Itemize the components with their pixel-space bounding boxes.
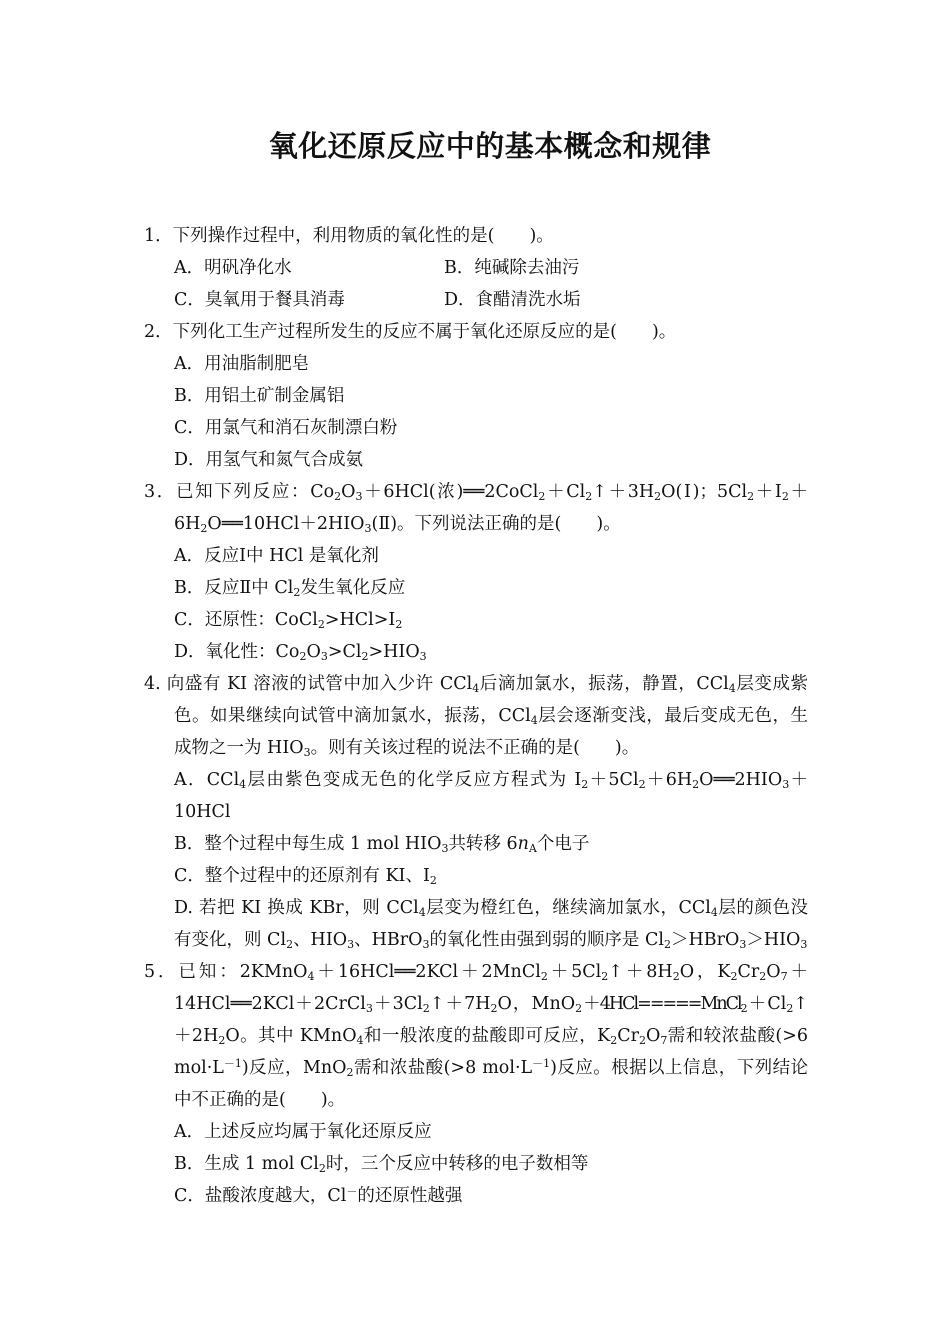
question-3-stem: 3．已知下列反应：$Co_2O_3+6HCl$(浓)$══2CoCl_2+Cl_2↑+3H_2O(Ⅰ)$；$5Cl_2+I_2+6H_2O══10HCl+2HIO_3(Ⅱ)$。下列说法正确的是( )。	[144, 482, 809, 535]
question-1-option-d: D．食醋清洗水垢	[444, 290, 581, 310]
question-5-option-a: A．上述反应均属于氧化还原反应	[174, 1122, 432, 1142]
page-title: 氧化还原反应中的基本概念和规律	[268, 129, 712, 163]
question-4-option-c: C．整个过程中的还原剂有 KI、$I_2$	[174, 866, 437, 887]
question-3-option-b: B．反应Ⅱ中 $Cl_2$发生氧化反应	[174, 578, 406, 599]
question-1-option-a: A．明矾净化水	[174, 258, 292, 278]
question-1-options-row-2	[144, 284, 808, 316]
question-4-stem: 4. 向盛有 KI 溶液的试管中加入少许 CCl$_4$后滴加氯水，振荡，静置，CCl$_4$层变成紫色。如果继续向试管中滴加氯水，振荡，CCl$_4$层会逐渐变浅，最后变成无色，生成物之一为 $HIO_3$。则有关该过程的说法不正确的是( )。	[144, 674, 809, 759]
question-list	[144, 220, 808, 1212]
question-4-option-d: D. 若把 KI 换成 KBr，则 CCl$_4$层变为橙红色，继续滴加氯水，CCl$_4$层的颜色没有变化，则 $Cl_2$、$HIO_3$、HBrO$_3$的氧化性由强到弱的顺序是 $Cl_2>HBrO_3>HIO_3$	[174, 898, 808, 951]
question-1-option-b: B．纯碱除去油污	[444, 258, 580, 278]
question-2-option-a: A．用油脂制肥皂	[174, 354, 310, 374]
question-3-option-a: A．反应Ⅰ中 HCl 是氧化剂	[174, 546, 379, 566]
question-3-option-d: D．氧化性：$Co_2O_3>Cl_2>HIO_3$	[174, 642, 427, 663]
question-5-stem: 5．已知：$2KMnO_4+16HCl══2KCl+2MnCl_2+5Cl_2↑+8H_2O$，$K_2Cr_2O_7+14HCl══2KCl+2CrCl_3+3Cl_2↑+7H_2O$，$MnO_2+4HCl=====MnCl_2+Cl_2↑+2H_2O$。其中 KMnO$_4$和一般浓度的盐酸即可反应，$K_2Cr_2O_7$需和较浓盐酸(>6 $mol\cdot L^{-1}$)反应，MnO$_2$需和浓盐酸(>8 $mol\cdot L^{-1}$)反应。根据以上信息，下列结论中不正确的是( )。	[144, 962, 809, 1110]
question-3-option-c: C．还原性：$CoCl_2>HCl>I_2$	[174, 610, 403, 631]
question-4-option-a: A．CCl$_4$层由紫色变成无色的化学反应方程式为 $I_2+5Cl_2+6H_2O══2HIO_3+10HCl$	[174, 770, 809, 822]
question-1-options-row-1	[144, 252, 808, 284]
question-2-option-d: D．用氢气和氮气合成氨	[174, 450, 364, 470]
question-4-option-b: B．整个过程中每生成 1 mol $HIO_3$共转移 $6n_A$个电子	[174, 834, 590, 855]
question-1-stem: 1．下列操作过程中，利用物质的氧化性的是( )。	[144, 226, 554, 246]
question-2-option-c: C．用氯气和消石灰制漂白粉	[174, 418, 398, 438]
question-5-option-b: B．生成 1 mol $Cl_2$时，三个反应中转移的电子数相等	[174, 1154, 589, 1175]
question-2-stem: 2．下列化工生产过程所发生的反应不属于氧化还原反应的是( )。	[144, 322, 677, 342]
question-1-option-c: C．臭氧用于餐具消毒	[174, 290, 345, 310]
question-5-option-c: C．盐酸浓度越大，Cl－的还原性越强	[174, 1185, 463, 1206]
question-2-option-b: B．用铝土矿制金属铝	[174, 386, 345, 406]
